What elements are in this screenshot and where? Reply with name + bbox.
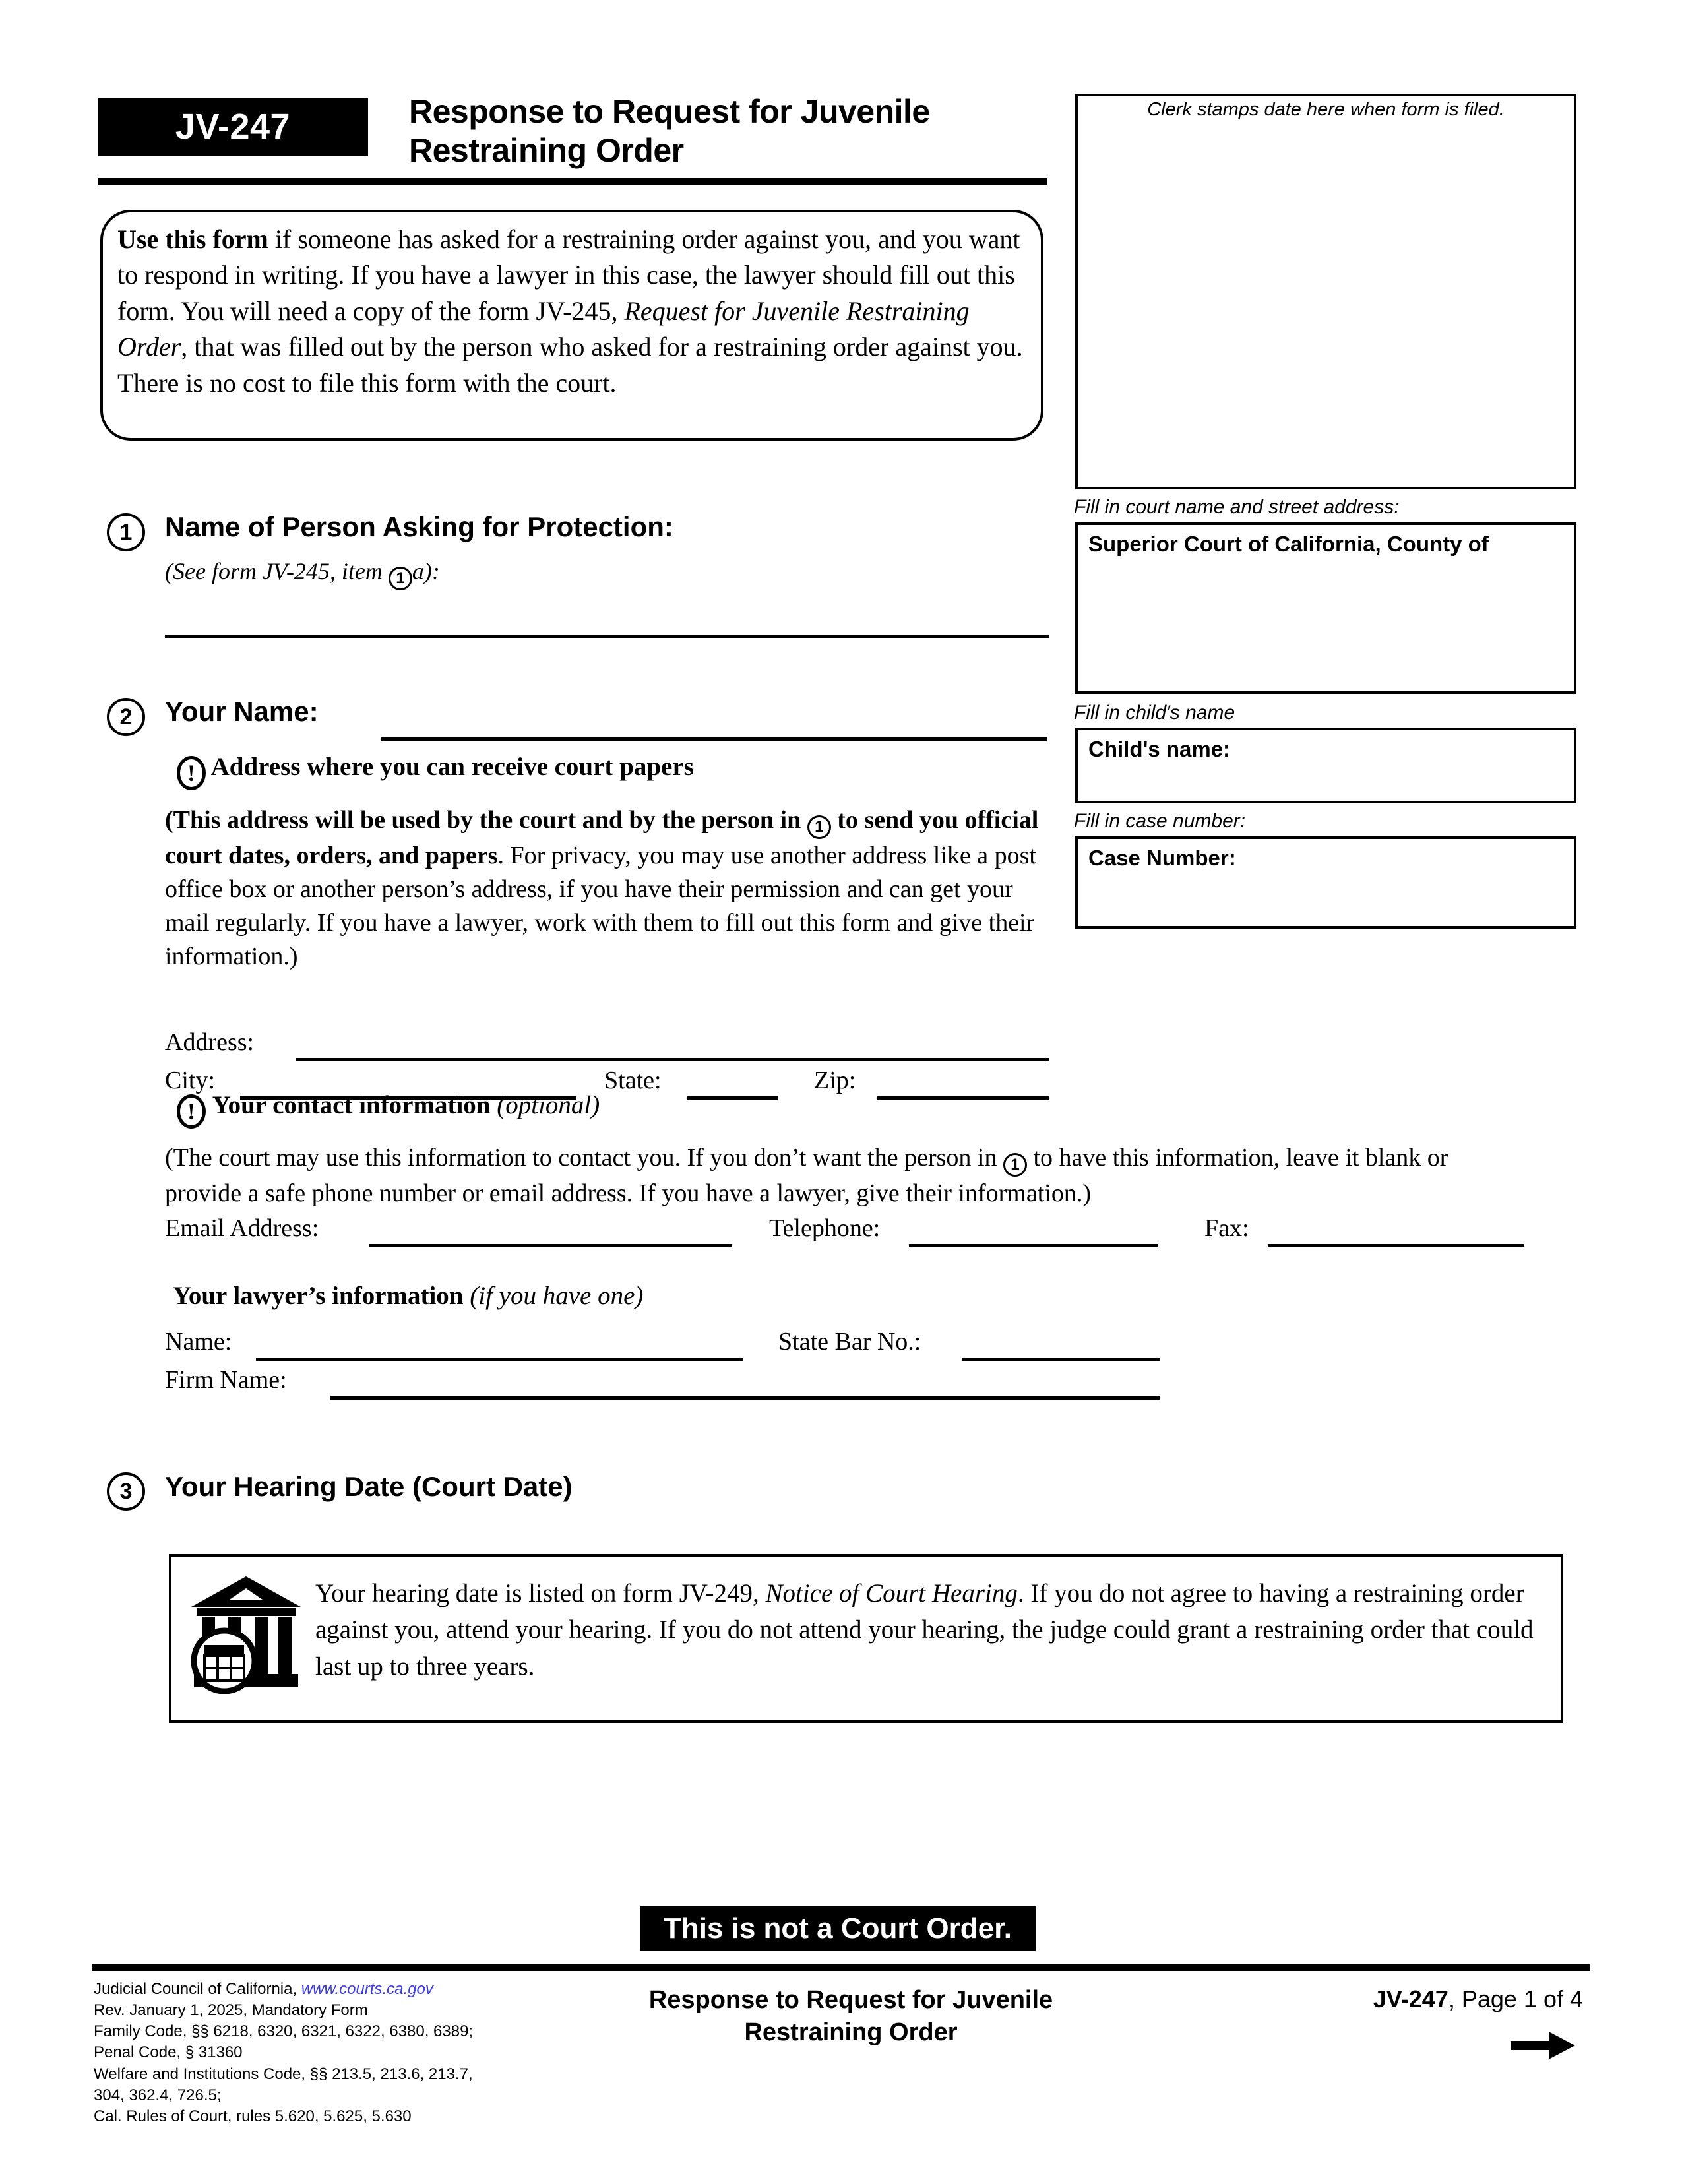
intro-body-2: , that was filled out by the person who asked for a restraining order against you. There is no cost to file this form with the court. xyxy=(117,332,1023,398)
fax-input[interactable] xyxy=(1268,1244,1524,1247)
address-instructions-bold-1: (This address will be used by the court and by the person in xyxy=(165,806,807,834)
item-1-number: 1 xyxy=(107,513,145,551)
inline-circle-1-icon: 1 xyxy=(807,815,831,839)
lawyer-name-label: Name: xyxy=(165,1328,232,1356)
address-instructions-rest: . For privacy, you may use another address like a post office box or another person’s address, if you have their permission and can get your mail regularly. If you have a lawyer, work with them to fill out this form and give their information.) xyxy=(165,842,1036,970)
item-2-number: 2 xyxy=(107,698,145,736)
fax-label: Fax: xyxy=(1204,1214,1249,1242)
hearing-notice-italic: Notice of Court Hearing xyxy=(765,1579,1018,1607)
address-label: Address: xyxy=(165,1028,255,1056)
contact-instructions-2: to have this information, leave it blank or provide a safe phone number or email address. If you have a lawyer, give their information.) xyxy=(165,1144,1448,1207)
item-1-sub-suffix: a): xyxy=(412,558,440,584)
footer-form-title xyxy=(521,1984,1181,2049)
state-label: State: xyxy=(604,1067,662,1094)
footer-legal-line-2: Rev. January 1, 2025, Mandatory Form xyxy=(94,2001,368,2020)
page-title-line1: Response to Request for Juvenile xyxy=(409,93,930,130)
footer-legal-citations xyxy=(94,1979,595,2127)
lawyer-subheading xyxy=(173,1281,643,1311)
city-label: City: xyxy=(165,1067,216,1094)
footer-page-label: , Page 1 of 4 xyxy=(1448,1985,1583,2012)
intro-body-1: if someone has asked for a restraining order against you, and you want to respond in writing. If you have a lawyer in this case, the lawyer should fill out this form. You will need a copy of the form JV-245, xyxy=(117,224,1020,326)
case-fillin-label: Fill in case number: xyxy=(1074,810,1246,832)
telephone-input[interactable] xyxy=(909,1244,1158,1247)
zip-label: Zip: xyxy=(814,1067,856,1094)
footer-legal-line-6: 304, 362.4, 726.5; xyxy=(94,2086,222,2104)
state-bar-input[interactable] xyxy=(962,1358,1160,1361)
footer-legal-line-1 xyxy=(94,1979,595,2000)
state-input[interactable] xyxy=(687,1096,778,1100)
inline-circle-1-icon: 1 xyxy=(389,567,412,590)
email-label: Email Address: xyxy=(165,1214,319,1242)
email-input[interactable] xyxy=(369,1244,732,1247)
judicial-council-text: Judicial Council of California, xyxy=(94,1980,301,1998)
address-subheading-text: Address where you can receive court papers xyxy=(210,753,694,781)
form-number-badge xyxy=(98,98,368,156)
child-fillin-label: Fill in child's name xyxy=(1074,702,1235,724)
footer-divider xyxy=(92,1964,1590,1971)
page-title xyxy=(409,92,1069,170)
intro-italic-ref: Request for Juvenile Restraining Order xyxy=(117,296,970,362)
state-bar-label: State Bar No.: xyxy=(778,1328,921,1356)
footer-form-title-line1: Response to Request for Juvenile xyxy=(648,1986,1053,2014)
warning-exclamation-icon: ! xyxy=(177,756,206,790)
court-name-label: Superior Court of California, County of xyxy=(1088,532,1489,556)
clerk-stamp-caption: Clerk stamps date here when form is filed. xyxy=(1147,99,1505,120)
court-fillin-label: Fill in court name and street address: xyxy=(1074,496,1400,518)
not-a-court-order-banner xyxy=(640,1906,1036,1951)
warning-exclamation-icon: ! xyxy=(177,1094,206,1129)
hearing-notice-1: Your hearing date is listed on form JV-249, xyxy=(315,1579,766,1607)
lawyer-name-input[interactable] xyxy=(256,1358,743,1361)
address-instructions xyxy=(165,803,1049,974)
address-instructions-bold-2: to send you official court dates, orders, and papers xyxy=(165,806,1039,869)
child-name-label: Child's name: xyxy=(1088,737,1231,761)
footer-form-number: JV-247 xyxy=(1373,1985,1448,2012)
contact-instructions-1: (The court may use this information to contact you. If you don’t want the person in xyxy=(165,1144,1003,1171)
firm-name-input[interactable] xyxy=(330,1396,1160,1400)
item-3-number: 3 xyxy=(107,1472,145,1511)
use-this-form-text xyxy=(117,222,1034,401)
firm-name-label: Firm Name: xyxy=(165,1366,287,1394)
child-name-box[interactable] xyxy=(1075,728,1576,803)
courthouse-calendar-icon xyxy=(190,1569,302,1694)
inline-circle-1-icon: 1 xyxy=(1003,1153,1027,1177)
item-1-subtext xyxy=(165,557,440,590)
contact-instructions xyxy=(165,1141,1524,1210)
lawyer-subheading-text: Your lawyer’s information xyxy=(173,1282,470,1310)
lawyer-subheading-note: (if you have one) xyxy=(470,1282,644,1310)
footer-legal-line-3: Family Code, §§ 6218, 6320, 6321, 6322, 6380, 6389; xyxy=(94,2022,474,2041)
intro-lead: Use this form xyxy=(117,224,268,254)
right-arrow-icon xyxy=(1511,2030,1576,2061)
person-asking-name-input[interactable] xyxy=(165,635,1049,638)
case-number-box[interactable] xyxy=(1075,836,1576,929)
footer-legal-line-5: Welfare and Institutions Code, §§ 213.5, 213.6, 213.7, xyxy=(94,2065,473,2083)
form-number-text: JV-247 xyxy=(175,107,291,146)
clerk-stamp-box xyxy=(1075,94,1576,489)
contact-subheading-optional: (optional) xyxy=(497,1091,600,1119)
footer-form-title-line2: Restraining Order xyxy=(744,2018,958,2047)
footer-legal-line-4: Penal Code, § 31360 xyxy=(94,2044,243,2062)
item-2-heading: Your Name: xyxy=(165,696,319,727)
courts-website-link[interactable]: www.courts.ca.gov xyxy=(301,1980,433,1998)
footer-page-number xyxy=(1306,1985,1583,2013)
hearing-notice-2: . If you do not agree to having a restraining order against you, attend your hearing. If you do not attend your hearing, the judge could grant a restraining order that could last up to three years. xyxy=(315,1579,1534,1681)
case-number-label: Case Number: xyxy=(1088,846,1236,870)
page-title-line2: Restraining Order xyxy=(409,132,684,169)
telephone-label: Telephone: xyxy=(769,1214,881,1242)
item-3-heading: Your Hearing Date (Court Date) xyxy=(165,1471,573,1502)
your-name-input[interactable] xyxy=(381,737,1047,741)
zip-input[interactable] xyxy=(877,1096,1049,1100)
address-input[interactable] xyxy=(296,1058,1049,1061)
contact-subheading-text: Your contact information xyxy=(212,1091,497,1119)
footer-legal-line-7: Cal. Rules of Court, rules 5.620, 5.625, 5.630 xyxy=(94,2107,412,2125)
item-1-heading: Name of Person Asking for Protection: xyxy=(165,511,673,542)
court-name-box[interactable] xyxy=(1075,522,1576,694)
item-1-sub-prefix: (See form JV-245, item xyxy=(165,558,389,584)
header-divider xyxy=(98,178,1047,185)
contact-subheading xyxy=(177,1090,600,1129)
address-subheading xyxy=(177,752,694,790)
hearing-date-notice-text xyxy=(315,1575,1536,1685)
not-a-court-order-text: This is not a Court Order. xyxy=(663,1912,1012,1945)
